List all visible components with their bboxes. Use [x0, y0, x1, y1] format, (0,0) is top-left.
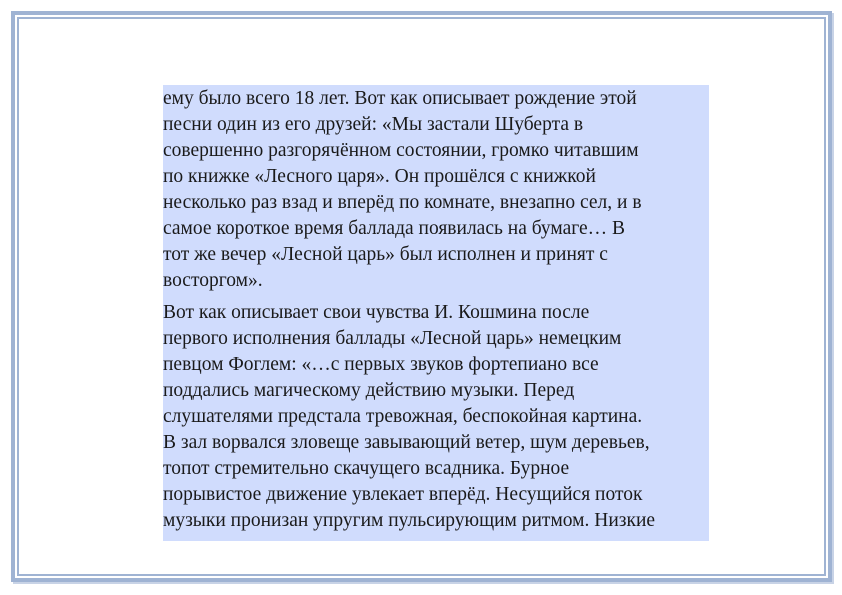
text-line: несколько раз взад и вперёд по комнате, внезапно сел, и в [163, 192, 642, 213]
text-line: восторгом». [163, 270, 263, 291]
paragraph-1 [163, 86, 709, 294]
text-line: музыки пронизан упругим пульсирующим ритмом. Низкие [163, 510, 656, 531]
paragraph-2 [163, 300, 709, 534]
text-line: совершенно разгорячённом состоянии, громко читавшим [163, 140, 639, 161]
text-line: первого исполнения баллады «Лесной царь» немецким [163, 328, 622, 349]
text-line: по книжке «Лесного царя». Он прошёлся с книжкой [163, 166, 596, 187]
text-line: топот стремительно скачущего всадника. Бурное [163, 458, 570, 479]
text-line: поддались магическому действию музыки. Перед [163, 380, 575, 401]
text-line: В зал ворвался зловеще завывающий ветер, шум деревьев, [163, 432, 650, 453]
text-line: самое короткое время баллада появилась на бумаге… В [163, 218, 626, 239]
text-line: слушателями предстала тревожная, беспокойная картина. [163, 406, 643, 427]
text-line: певцом Фоглем: «…с первых звуков фортепиано все [163, 354, 599, 375]
text-line: ему было всего 18 лет. Вот как описывает рождение этой [163, 88, 637, 109]
text-line: порывистое движение увлекает вперёд. Несущийся поток [163, 484, 643, 505]
text-line: песни один из его друзей: «Мы застали Шуберта в [163, 114, 584, 135]
text-line: тот же вечер «Лесной царь» был исполнен и принят с [163, 244, 608, 265]
text-box [163, 85, 709, 541]
text-line: Вот как описывает свои чувства И. Кошмина после [163, 302, 590, 323]
